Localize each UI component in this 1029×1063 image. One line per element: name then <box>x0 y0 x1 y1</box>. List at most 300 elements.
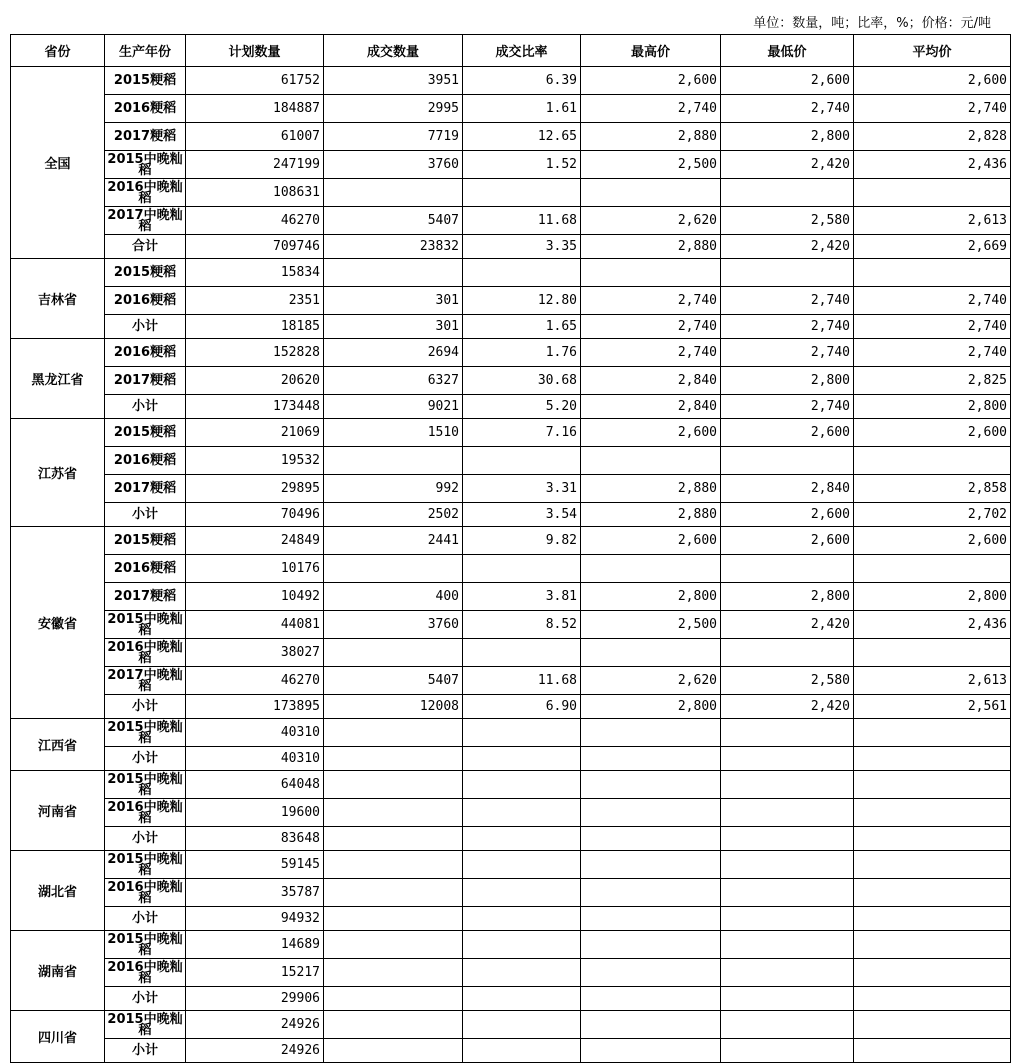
max-price-cell <box>581 719 721 747</box>
min-price-cell: 2,420 <box>721 695 854 719</box>
year-cell: 2016中晚籼稻 <box>105 639 186 667</box>
min-price-cell <box>721 747 854 771</box>
plan-quantity-cell: 173448 <box>186 395 324 419</box>
table-row <box>11 667 1011 695</box>
deal-quantity-cell <box>324 259 463 287</box>
max-price-cell: 2,800 <box>581 695 721 719</box>
province-cell: 四川省 <box>11 1011 105 1063</box>
min-price-cell <box>721 879 854 907</box>
avg-price-cell: 2,740 <box>854 339 1011 367</box>
header-province: 省份 <box>11 35 105 67</box>
plan-quantity-cell: 10492 <box>186 583 324 611</box>
deal-ratio-cell: 12.80 <box>463 287 581 315</box>
min-price-cell: 2,420 <box>721 611 854 639</box>
avg-price-cell: 2,858 <box>854 475 1011 503</box>
avg-price-cell <box>854 799 1011 827</box>
table-row <box>11 931 1011 959</box>
table-row <box>11 959 1011 987</box>
year-cell: 2015中晚籼稻 <box>105 1011 186 1039</box>
avg-price-cell <box>854 747 1011 771</box>
min-price-cell <box>721 639 854 667</box>
plan-quantity-cell: 61752 <box>186 67 324 95</box>
plan-quantity-cell: 83648 <box>186 827 324 851</box>
table-row <box>11 503 1011 527</box>
min-price-cell <box>721 907 854 931</box>
plan-quantity-cell: 24849 <box>186 527 324 555</box>
deal-quantity-cell: 3760 <box>324 611 463 639</box>
year-cell: 2016粳稻 <box>105 339 186 367</box>
min-price-cell: 2,840 <box>721 475 854 503</box>
deal-ratio-cell: 12.65 <box>463 123 581 151</box>
max-price-cell: 2,740 <box>581 95 721 123</box>
deal-ratio-cell: 1.52 <box>463 151 581 179</box>
deal-ratio-cell: 1.61 <box>463 95 581 123</box>
year-cell: 2015中晚籼稻 <box>105 931 186 959</box>
year-cell: 2016中晚籼稻 <box>105 179 186 207</box>
max-price-cell <box>581 639 721 667</box>
avg-price-cell: 2,613 <box>854 207 1011 235</box>
avg-price-cell: 2,740 <box>854 95 1011 123</box>
header-avg-price: 平均价 <box>854 35 1011 67</box>
year-cell: 2015中晚籼稻 <box>105 771 186 799</box>
year-cell: 小计 <box>105 503 186 527</box>
deal-quantity-cell <box>324 555 463 583</box>
province-cell: 江苏省 <box>11 419 105 527</box>
year-cell: 2017中晚籼稻 <box>105 667 186 695</box>
avg-price-cell <box>854 987 1011 1011</box>
max-price-cell <box>581 879 721 907</box>
deal-ratio-cell <box>463 931 581 959</box>
avg-price-cell: 2,613 <box>854 667 1011 695</box>
table-row <box>11 447 1011 475</box>
max-price-cell: 2,620 <box>581 667 721 695</box>
max-price-cell <box>581 931 721 959</box>
plan-quantity-cell: 46270 <box>186 207 324 235</box>
plan-quantity-cell: 61007 <box>186 123 324 151</box>
max-price-cell <box>581 959 721 987</box>
year-cell: 2015中晚籼稻 <box>105 611 186 639</box>
province-cell: 全国 <box>11 67 105 259</box>
table-row <box>11 339 1011 367</box>
plan-quantity-cell: 24926 <box>186 1011 324 1039</box>
plan-quantity-cell: 24926 <box>186 1039 324 1063</box>
max-price-cell: 2,880 <box>581 503 721 527</box>
table-row <box>11 907 1011 931</box>
plan-quantity-cell: 29906 <box>186 987 324 1011</box>
deal-ratio-cell <box>463 959 581 987</box>
year-cell: 2015粳稻 <box>105 259 186 287</box>
year-cell: 2016中晚籼稻 <box>105 799 186 827</box>
table-row <box>11 235 1011 259</box>
min-price-cell <box>721 1011 854 1039</box>
year-cell: 2015中晚籼稻 <box>105 151 186 179</box>
plan-quantity-cell: 2351 <box>186 287 324 315</box>
deal-ratio-cell: 11.68 <box>463 667 581 695</box>
deal-quantity-cell: 5407 <box>324 207 463 235</box>
deal-quantity-cell <box>324 1039 463 1063</box>
deal-quantity-cell: 301 <box>324 287 463 315</box>
table-row <box>11 287 1011 315</box>
deal-quantity-cell <box>324 851 463 879</box>
min-price-cell: 2,600 <box>721 419 854 447</box>
province-cell: 湖南省 <box>11 931 105 1011</box>
max-price-cell <box>581 1011 721 1039</box>
avg-price-cell: 2,740 <box>854 315 1011 339</box>
table-row <box>11 827 1011 851</box>
deal-ratio-cell <box>463 879 581 907</box>
avg-price-cell: 2,436 <box>854 611 1011 639</box>
table-row <box>11 419 1011 447</box>
deal-quantity-cell <box>324 907 463 931</box>
table-row <box>11 367 1011 395</box>
avg-price-cell: 2,669 <box>854 235 1011 259</box>
plan-quantity-cell: 184887 <box>186 95 324 123</box>
min-price-cell: 2,580 <box>721 207 854 235</box>
max-price-cell: 2,740 <box>581 339 721 367</box>
province-cell: 河南省 <box>11 771 105 851</box>
deal-quantity-cell: 2502 <box>324 503 463 527</box>
min-price-cell: 2,800 <box>721 583 854 611</box>
max-price-cell: 2,600 <box>581 419 721 447</box>
min-price-cell <box>721 771 854 799</box>
avg-price-cell: 2,828 <box>854 123 1011 151</box>
avg-price-cell <box>854 907 1011 931</box>
min-price-cell <box>721 719 854 747</box>
min-price-cell: 2,600 <box>721 503 854 527</box>
max-price-cell <box>581 771 721 799</box>
table-row <box>11 123 1011 151</box>
deal-quantity-cell <box>324 447 463 475</box>
min-price-cell: 2,600 <box>721 67 854 95</box>
avg-price-cell <box>854 555 1011 583</box>
max-price-cell <box>581 179 721 207</box>
table-row <box>11 719 1011 747</box>
deal-quantity-cell: 1510 <box>324 419 463 447</box>
max-price-cell: 2,500 <box>581 611 721 639</box>
header-year: 生产年份 <box>105 35 186 67</box>
deal-quantity-cell: 9021 <box>324 395 463 419</box>
max-price-cell <box>581 1039 721 1063</box>
deal-quantity-cell: 7719 <box>324 123 463 151</box>
min-price-cell: 2,800 <box>721 123 854 151</box>
avg-price-cell <box>854 879 1011 907</box>
avg-price-cell <box>854 447 1011 475</box>
deal-ratio-cell: 6.39 <box>463 67 581 95</box>
avg-price-cell <box>854 639 1011 667</box>
plan-quantity-cell: 247199 <box>186 151 324 179</box>
year-cell: 2015粳稻 <box>105 67 186 95</box>
deal-quantity-cell: 301 <box>324 315 463 339</box>
max-price-cell: 2,740 <box>581 315 721 339</box>
avg-price-cell: 2,800 <box>854 583 1011 611</box>
deal-quantity-cell <box>324 639 463 667</box>
year-cell: 小计 <box>105 395 186 419</box>
max-price-cell <box>581 907 721 931</box>
deal-ratio-cell: 3.35 <box>463 235 581 259</box>
plan-quantity-cell: 15834 <box>186 259 324 287</box>
year-cell: 2015中晚籼稻 <box>105 851 186 879</box>
deal-ratio-cell <box>463 907 581 931</box>
max-price-cell <box>581 987 721 1011</box>
year-cell: 小计 <box>105 315 186 339</box>
table-row <box>11 771 1011 799</box>
deal-quantity-cell <box>324 747 463 771</box>
min-price-cell: 2,740 <box>721 95 854 123</box>
plan-quantity-cell: 40310 <box>186 719 324 747</box>
plan-quantity-cell: 173895 <box>186 695 324 719</box>
avg-price-cell <box>854 179 1011 207</box>
plan-quantity-cell: 15217 <box>186 959 324 987</box>
deal-ratio-cell <box>463 747 581 771</box>
max-price-cell: 2,600 <box>581 527 721 555</box>
unit-note: 单位：数量，吨；比率，%；价格：元/吨 <box>753 16 991 31</box>
table-row <box>11 639 1011 667</box>
min-price-cell: 2,740 <box>721 287 854 315</box>
min-price-cell <box>721 259 854 287</box>
deal-quantity-cell: 5407 <box>324 667 463 695</box>
deal-ratio-cell: 1.65 <box>463 315 581 339</box>
auction-results-table <box>10 34 1011 1063</box>
plan-quantity-cell: 709746 <box>186 235 324 259</box>
year-cell: 2015中晚籼稻 <box>105 719 186 747</box>
year-cell: 2016中晚籼稻 <box>105 959 186 987</box>
deal-quantity-cell <box>324 987 463 1011</box>
table-row <box>11 259 1011 287</box>
year-cell: 2015粳稻 <box>105 527 186 555</box>
min-price-cell: 2,420 <box>721 235 854 259</box>
table-row <box>11 851 1011 879</box>
max-price-cell: 2,600 <box>581 67 721 95</box>
table-row <box>11 695 1011 719</box>
table-row <box>11 747 1011 771</box>
year-cell: 小计 <box>105 747 186 771</box>
province-cell: 黑龙江省 <box>11 339 105 419</box>
avg-price-cell <box>854 959 1011 987</box>
table-row <box>11 527 1011 555</box>
deal-ratio-cell <box>463 179 581 207</box>
max-price-cell <box>581 447 721 475</box>
plan-quantity-cell: 38027 <box>186 639 324 667</box>
province-cell: 江西省 <box>11 719 105 771</box>
year-cell: 小计 <box>105 987 186 1011</box>
table-row <box>11 879 1011 907</box>
avg-price-cell <box>854 827 1011 851</box>
year-cell: 2017粳稻 <box>105 475 186 503</box>
deal-quantity-cell: 400 <box>324 583 463 611</box>
avg-price-cell: 2,800 <box>854 395 1011 419</box>
min-price-cell: 2,740 <box>721 315 854 339</box>
max-price-cell <box>581 555 721 583</box>
avg-price-cell <box>854 851 1011 879</box>
deal-quantity-cell: 992 <box>324 475 463 503</box>
min-price-cell <box>721 851 854 879</box>
deal-quantity-cell: 23832 <box>324 235 463 259</box>
deal-ratio-cell <box>463 555 581 583</box>
deal-quantity-cell <box>324 719 463 747</box>
max-price-cell <box>581 827 721 851</box>
deal-ratio-cell <box>463 851 581 879</box>
plan-quantity-cell: 21069 <box>186 419 324 447</box>
table-row <box>11 799 1011 827</box>
min-price-cell <box>721 987 854 1011</box>
min-price-cell <box>721 827 854 851</box>
avg-price-cell <box>854 1011 1011 1039</box>
table-row <box>11 1039 1011 1063</box>
max-price-cell: 2,500 <box>581 151 721 179</box>
header-max-price: 最高价 <box>581 35 721 67</box>
deal-quantity-cell <box>324 827 463 851</box>
min-price-cell: 2,600 <box>721 527 854 555</box>
table-row <box>11 395 1011 419</box>
province-cell: 湖北省 <box>11 851 105 931</box>
avg-price-cell: 2,600 <box>854 67 1011 95</box>
year-cell: 2017粳稻 <box>105 583 186 611</box>
min-price-cell: 2,800 <box>721 367 854 395</box>
avg-price-cell <box>854 771 1011 799</box>
table-body <box>11 67 1011 1063</box>
year-cell: 2016粳稻 <box>105 447 186 475</box>
plan-quantity-cell: 70496 <box>186 503 324 527</box>
year-cell: 2017粳稻 <box>105 123 186 151</box>
table-row <box>11 151 1011 179</box>
avg-price-cell: 2,825 <box>854 367 1011 395</box>
year-cell: 2015粳稻 <box>105 419 186 447</box>
deal-ratio-cell: 9.82 <box>463 527 581 555</box>
year-cell: 2017中晚籼稻 <box>105 207 186 235</box>
plan-quantity-cell: 44081 <box>186 611 324 639</box>
plan-quantity-cell: 152828 <box>186 339 324 367</box>
table-row <box>11 555 1011 583</box>
plan-quantity-cell: 40310 <box>186 747 324 771</box>
year-cell: 小计 <box>105 695 186 719</box>
min-price-cell: 2,740 <box>721 395 854 419</box>
header-row <box>11 35 1011 67</box>
plan-quantity-cell: 94932 <box>186 907 324 931</box>
table-row <box>11 987 1011 1011</box>
deal-ratio-cell <box>463 987 581 1011</box>
plan-quantity-cell: 59145 <box>186 851 324 879</box>
plan-quantity-cell: 46270 <box>186 667 324 695</box>
table-row <box>11 179 1011 207</box>
avg-price-cell: 2,436 <box>854 151 1011 179</box>
deal-quantity-cell <box>324 931 463 959</box>
avg-price-cell <box>854 719 1011 747</box>
year-cell: 2016中晚籼稻 <box>105 879 186 907</box>
plan-quantity-cell: 20620 <box>186 367 324 395</box>
deal-ratio-cell <box>463 771 581 799</box>
deal-ratio-cell <box>463 827 581 851</box>
deal-ratio-cell: 30.68 <box>463 367 581 395</box>
deal-ratio-cell: 8.52 <box>463 611 581 639</box>
plan-quantity-cell: 14689 <box>186 931 324 959</box>
plan-quantity-cell: 29895 <box>186 475 324 503</box>
header-deal-quantity: 成交数量 <box>324 35 463 67</box>
max-price-cell <box>581 851 721 879</box>
max-price-cell <box>581 259 721 287</box>
deal-ratio-cell: 3.54 <box>463 503 581 527</box>
deal-ratio-cell <box>463 639 581 667</box>
deal-quantity-cell <box>324 799 463 827</box>
deal-quantity-cell <box>324 1011 463 1039</box>
deal-quantity-cell <box>324 879 463 907</box>
header-min-price: 最低价 <box>721 35 854 67</box>
year-cell: 2017粳稻 <box>105 367 186 395</box>
table-row <box>11 583 1011 611</box>
deal-quantity-cell: 6327 <box>324 367 463 395</box>
table-row <box>11 207 1011 235</box>
table-row <box>11 67 1011 95</box>
table-row <box>11 611 1011 639</box>
min-price-cell: 2,420 <box>721 151 854 179</box>
deal-quantity-cell: 2694 <box>324 339 463 367</box>
deal-quantity-cell: 12008 <box>324 695 463 719</box>
min-price-cell <box>721 799 854 827</box>
year-cell: 合计 <box>105 235 186 259</box>
avg-price-cell: 2,561 <box>854 695 1011 719</box>
plan-quantity-cell: 35787 <box>186 879 324 907</box>
deal-quantity-cell: 2441 <box>324 527 463 555</box>
avg-price-cell <box>854 259 1011 287</box>
year-cell: 小计 <box>105 1039 186 1063</box>
avg-price-cell: 2,702 <box>854 503 1011 527</box>
plan-quantity-cell: 64048 <box>186 771 324 799</box>
deal-quantity-cell: 2995 <box>324 95 463 123</box>
table-row <box>11 475 1011 503</box>
year-cell: 2016粳稻 <box>105 555 186 583</box>
deal-quantity-cell <box>324 959 463 987</box>
min-price-cell <box>721 931 854 959</box>
max-price-cell <box>581 747 721 771</box>
year-cell: 2016粳稻 <box>105 287 186 315</box>
max-price-cell: 2,880 <box>581 475 721 503</box>
deal-ratio-cell <box>463 1039 581 1063</box>
deal-quantity-cell: 3760 <box>324 151 463 179</box>
deal-quantity-cell: 3951 <box>324 67 463 95</box>
max-price-cell: 2,740 <box>581 287 721 315</box>
deal-ratio-cell <box>463 719 581 747</box>
plan-quantity-cell: 19532 <box>186 447 324 475</box>
deal-ratio-cell: 5.20 <box>463 395 581 419</box>
max-price-cell: 2,880 <box>581 123 721 151</box>
min-price-cell <box>721 555 854 583</box>
plan-quantity-cell: 10176 <box>186 555 324 583</box>
year-cell: 2016粳稻 <box>105 95 186 123</box>
min-price-cell <box>721 1039 854 1063</box>
deal-ratio-cell <box>463 259 581 287</box>
max-price-cell: 2,800 <box>581 583 721 611</box>
max-price-cell: 2,880 <box>581 235 721 259</box>
year-cell: 小计 <box>105 907 186 931</box>
table-row <box>11 95 1011 123</box>
min-price-cell <box>721 959 854 987</box>
year-cell: 小计 <box>105 827 186 851</box>
deal-ratio-cell: 3.81 <box>463 583 581 611</box>
max-price-cell: 2,840 <box>581 395 721 419</box>
deal-ratio-cell <box>463 799 581 827</box>
min-price-cell <box>721 179 854 207</box>
min-price-cell: 2,740 <box>721 339 854 367</box>
plan-quantity-cell: 108631 <box>186 179 324 207</box>
plan-quantity-cell: 18185 <box>186 315 324 339</box>
min-price-cell <box>721 447 854 475</box>
avg-price-cell: 2,600 <box>854 527 1011 555</box>
deal-ratio-cell: 6.90 <box>463 695 581 719</box>
min-price-cell: 2,580 <box>721 667 854 695</box>
plan-quantity-cell: 19600 <box>186 799 324 827</box>
header-plan-quantity: 计划数量 <box>186 35 324 67</box>
max-price-cell: 2,620 <box>581 207 721 235</box>
max-price-cell: 2,840 <box>581 367 721 395</box>
